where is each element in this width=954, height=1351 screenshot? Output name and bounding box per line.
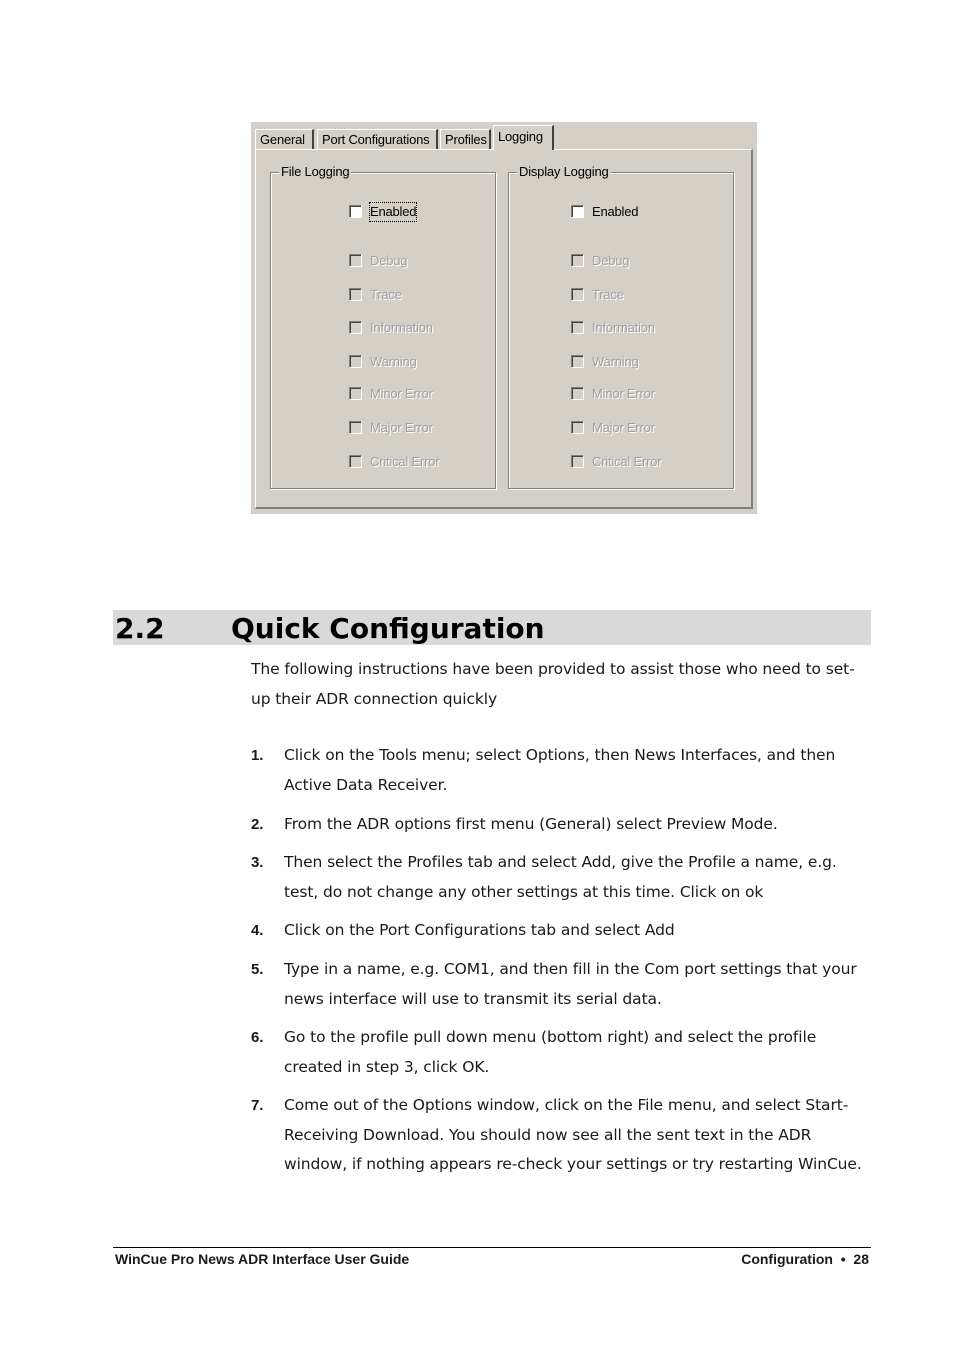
step-number: 4. <box>251 922 264 939</box>
file-logging-group <box>270 164 496 489</box>
tab-logging[interactable]: Logging <box>493 125 554 150</box>
footer-page-info: Configuration • 28 <box>741 1251 869 1267</box>
section-title: Quick Configuration <box>231 612 545 645</box>
checkbox-label: Critical Error <box>370 454 440 469</box>
step-item <box>251 1023 871 1082</box>
checkbox-box <box>349 421 362 434</box>
checkbox-label: Enabled <box>370 204 417 219</box>
checkbox-label: Major Error <box>592 420 655 435</box>
step-number: 6. <box>251 1029 264 1046</box>
checkbox-label: Trace <box>592 287 624 302</box>
step-text: Click on the Tools menu; select Options, then News Interfaces, and then Active Data Receiver. <box>284 746 836 794</box>
checkbox-box <box>349 455 362 468</box>
checkbox-label: Warning <box>370 354 417 369</box>
logging-dialog <box>251 122 757 514</box>
checkbox-box[interactable] <box>571 205 584 218</box>
step-item <box>251 810 871 840</box>
step-number: 5. <box>251 961 264 978</box>
checkbox-label: Information <box>370 320 433 335</box>
step-number: 3. <box>251 854 264 871</box>
tab-general[interactable]: General <box>255 129 314 149</box>
checkbox-box <box>349 254 362 267</box>
step-item <box>251 741 871 800</box>
step-text: Come out of the Options window, click on the File menu, and select Start-Receiving Download. You should now see all the sent text in the ADR window, if nothing appears re-check your settings or try restarting WinCue. <box>284 1096 862 1173</box>
checkbox-box <box>571 387 584 400</box>
checkbox-box <box>571 455 584 468</box>
step-number: 2. <box>251 816 264 833</box>
step-item <box>251 848 871 907</box>
logging-panel <box>255 149 753 509</box>
checkbox-label: Debug <box>370 253 408 268</box>
tab-profiles[interactable]: Profiles <box>440 129 491 149</box>
checkbox-label: Information <box>592 320 655 335</box>
checkbox-box <box>349 387 362 400</box>
checkbox-label: Minor Error <box>370 386 433 401</box>
step-number: 1. <box>251 747 264 764</box>
display-logging-title: Display Logging <box>519 164 609 179</box>
footer-rule <box>113 1247 871 1248</box>
checkbox-box <box>349 288 362 301</box>
step-text: Click on the Port Configurations tab and select Add <box>284 921 675 939</box>
step-text: Go to the profile pull down menu (bottom right) and select the profile created in step 3, click OK. <box>284 1028 817 1076</box>
intro-paragraph: The following instructions have been provided to assist those who need to set-up their ADR connection quickly <box>251 660 855 708</box>
checkbox-label: Trace <box>370 287 402 302</box>
checkbox-label: Debug <box>592 253 630 268</box>
section-number: 2.2 <box>115 612 165 645</box>
step-number: 7. <box>251 1097 264 1114</box>
step-text: Type in a name, e.g. COM1, and then fill in the Com port settings that your news interface will use to transmit its serial data. <box>284 960 857 1008</box>
checkbox-label: Warning <box>592 354 639 369</box>
footer-doc-title: WinCue Pro News ADR Interface User Guide <box>115 1251 410 1267</box>
step-item <box>251 916 871 946</box>
tab-port-configurations[interactable]: Port Configurations <box>317 129 438 149</box>
checkbox-box <box>571 321 584 334</box>
checkbox-box <box>349 321 362 334</box>
checkbox-label: Minor Error <box>592 386 655 401</box>
checkbox-box <box>571 355 584 368</box>
file-logging-title: File Logging <box>281 164 350 179</box>
checkbox-label: Major Error <box>370 420 433 435</box>
step-text: Then select the Profiles tab and select Add, give the Profile a name, e.g. test, do not change any other settings at this time. Click on ok <box>284 853 837 901</box>
checkbox-box <box>571 288 584 301</box>
checkbox-box <box>571 254 584 267</box>
display-logging-group <box>508 164 734 489</box>
checkbox-box[interactable] <box>349 205 362 218</box>
checkbox-label: Critical Error <box>592 454 662 469</box>
checkbox-label: Enabled <box>592 204 639 219</box>
step-text: From the ADR options first menu (General) select Preview Mode. <box>284 815 778 833</box>
step-item <box>251 955 871 1014</box>
checkbox-box <box>571 421 584 434</box>
step-item <box>251 1091 871 1180</box>
checkbox-box <box>349 355 362 368</box>
